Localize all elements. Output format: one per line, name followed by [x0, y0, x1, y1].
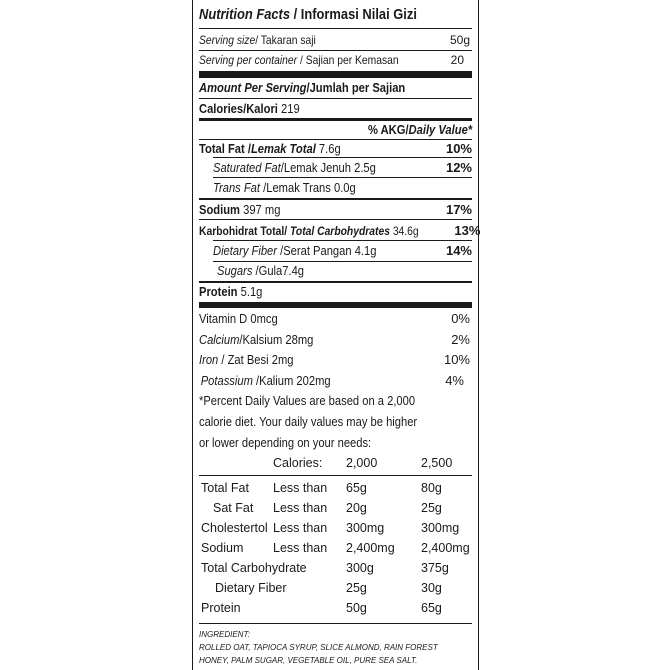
- reference-row-2500: 2,400mg: [421, 541, 470, 555]
- iron-amount: 2mg: [271, 352, 294, 367]
- calories-value: 219: [281, 101, 300, 116]
- saturated-fat-label-en: Saturated Fat: [213, 160, 281, 175]
- total-fat-dv: 10%: [445, 141, 472, 156]
- reference-row-name: Total Fat: [201, 481, 249, 495]
- vitamin-row-iron: [199, 352, 472, 367]
- total-fat-label-id: Lemak Total: [250, 141, 316, 156]
- reference-header-divider: [199, 475, 472, 476]
- total-fat-label-en: Total Fat: [199, 141, 245, 156]
- vitamin-row-vitamin-d: [199, 311, 472, 326]
- reference-row-protein: [199, 601, 472, 619]
- footnote-line-3: [199, 435, 472, 450]
- reference-row-limit: Less than: [273, 501, 328, 515]
- sodium-divider: [199, 219, 472, 220]
- nutrient-row-protein: [199, 284, 472, 299]
- nutrition-label: [192, 0, 479, 670]
- daily-value-header: [199, 122, 472, 137]
- dv-header-id: % AKG/: [367, 122, 409, 137]
- footnote-line-1-text: *Percent Daily Values are based on a 2,000: [199, 393, 416, 408]
- reference-row-2000: 50g: [346, 601, 367, 615]
- protein-label: Protein: [199, 284, 238, 299]
- carbohydrates-dv: 13%: [454, 223, 481, 238]
- nutrient-row-total-fat: [199, 141, 472, 156]
- reference-row-name: Protein: [201, 601, 241, 615]
- servings-per-container-row: [199, 53, 472, 67]
- reference-bottom-divider: [199, 623, 472, 624]
- vitamin-row-potassium: [199, 373, 472, 388]
- nutrient-row-carbohydrates: [199, 223, 481, 238]
- title-indonesian: / Informasi Nilai Gizi: [290, 6, 417, 23]
- reference-calories-2500: 2,500: [421, 456, 453, 470]
- label-title: [199, 6, 472, 23]
- vitamin-d-amount: 0mcg: [250, 311, 278, 326]
- nutrient-row-sugars: [217, 263, 472, 278]
- sugars-amount: 7.4g: [282, 263, 305, 278]
- dietary-fiber-label-en: Dietary Fiber: [213, 243, 278, 258]
- reference-row-limit: Less than: [273, 541, 328, 555]
- dv-header-en: Daily Value*: [408, 122, 472, 137]
- total-fat-divider: [213, 157, 472, 158]
- reference-row-limit: Less than: [273, 521, 328, 535]
- footnote-line-1: [199, 393, 472, 408]
- reference-row-2000: 300mg: [346, 521, 385, 535]
- thick-divider-middle: [199, 302, 472, 308]
- reference-row-sodium: [199, 541, 472, 559]
- reference-row-cholesterol: [199, 521, 472, 539]
- amount-header-en: Amount Per Serving: [199, 80, 307, 95]
- reference-row-total-carbohydrate: [199, 561, 472, 579]
- carbohydrates-divider: [213, 240, 472, 241]
- ingredients-line-1-row: [199, 643, 472, 652]
- title-divider: [199, 28, 472, 29]
- sugars-label-en: Sugars: [217, 263, 253, 278]
- ingredients-line-2-row: [199, 656, 472, 665]
- trans-fat-label-en: Trans Fat: [213, 180, 261, 195]
- iron-label-en: Iron: [199, 352, 219, 367]
- reference-row-2500: 375g: [421, 561, 449, 575]
- dietary-fiber-label-id: /Serat Pangan: [277, 243, 352, 258]
- reference-row-2500: 80g: [421, 481, 442, 495]
- nutrient-row-trans-fat: [213, 180, 472, 195]
- reference-row-2500: 30g: [421, 581, 442, 595]
- reference-row-name: Sodium: [201, 541, 244, 555]
- serving-size-row: [199, 33, 472, 47]
- servings-per-container-label-id: / Sajian per Kemasan: [297, 53, 399, 67]
- total-fat-amount: 7.6g: [318, 141, 341, 156]
- reference-row-2500: 25g: [421, 501, 442, 515]
- saturated-fat-divider: [213, 177, 472, 178]
- amount-divider: [199, 98, 472, 99]
- sugars-label-id: /Gula: [252, 263, 283, 278]
- trans-fat-label-id: /Lemak Trans: [260, 180, 331, 195]
- calcium-dv: 2%: [451, 332, 470, 347]
- potassium-amount: 202mg: [296, 373, 331, 388]
- carbohydrates-label-en: Total Carbohydrates: [287, 224, 390, 238]
- vitamin-d-label: Vitamin D: [199, 311, 248, 326]
- reference-row-2000: 2,400mg: [346, 541, 395, 555]
- reference-row-limit: Less than: [273, 481, 328, 495]
- nutrient-row-dietary-fiber: [213, 243, 472, 258]
- sugars-divider: [199, 281, 472, 283]
- reference-row-total-fat: [199, 481, 472, 499]
- reference-row-dietary-fiber: [199, 581, 472, 599]
- trans-fat-amount: 0.0g: [333, 180, 356, 195]
- footnote-line-2: [199, 414, 472, 429]
- reference-row-name: Sat Fat: [213, 501, 254, 515]
- dietary-fiber-dv: 14%: [445, 243, 472, 258]
- saturated-fat-dv: 12%: [445, 160, 472, 175]
- dv-header-divider: [199, 139, 472, 140]
- servings-per-container-value: 20: [450, 53, 464, 67]
- saturated-fat-label-id: /Lemak Jenuh: [280, 160, 351, 175]
- dietary-fiber-amount: 4.1g: [354, 243, 377, 258]
- serving-size-value: 50g: [449, 33, 470, 47]
- serving-size-label-en: Serving size: [199, 33, 256, 47]
- footnote-line-3-text: or lower depending on your needs:: [199, 435, 372, 450]
- trans-fat-divider: [199, 198, 472, 200]
- ingredients-line-1: ROLLED OAT, TAPIOCA SYRUP, SLICE ALMOND, RAIN FOREST: [199, 643, 438, 652]
- dietary-fiber-divider: [213, 261, 472, 262]
- nutrition-label-content: [199, 0, 481, 670]
- ingredients-label: INGREDIENT:: [199, 630, 250, 639]
- serving-divider: [199, 50, 472, 51]
- protein-amount: 5.1g: [240, 284, 263, 299]
- calcium-label-en: Calcium: [199, 332, 240, 347]
- amount-header-id: /Jumlah per Sajian: [306, 80, 406, 95]
- reference-row-2500: 65g: [421, 601, 442, 615]
- thick-divider-top: [199, 71, 472, 78]
- nutrient-row-sodium: [199, 202, 472, 217]
- nutrient-row-saturated-fat: [213, 160, 472, 175]
- reference-row-2000: 25g: [346, 581, 367, 595]
- potassium-label-id: /Kalium: [252, 373, 294, 388]
- footnote-line-2-text: calorie diet. Your daily values may be higher: [199, 414, 418, 429]
- potassium-dv: 4%: [445, 373, 464, 388]
- calories-row: [199, 101, 472, 116]
- iron-label-id: / Zat Besi: [218, 352, 269, 367]
- servings-per-container-label-en: Serving per container: [199, 53, 298, 67]
- saturated-fat-amount: 2.5g: [354, 160, 376, 175]
- total-fat-separator: /: [244, 141, 251, 156]
- amount-per-serving-header: [199, 80, 472, 95]
- calories-divider: [199, 118, 472, 121]
- reference-calories-2000: 2,000: [346, 456, 378, 470]
- reference-row-sat-fat: [199, 501, 472, 519]
- reference-row-name: Dietary Fiber: [215, 581, 287, 595]
- serving-size-label-id: / Takaran saji: [255, 33, 316, 47]
- carbohydrates-amount: 34.6g: [392, 224, 419, 238]
- ingredients-label-row: [199, 630, 472, 639]
- reference-calories-label: Calories:: [273, 456, 323, 470]
- vitamin-d-dv: 0%: [451, 311, 470, 326]
- vitamin-row-calcium: [199, 332, 472, 347]
- calcium-amount: 28mg: [285, 332, 314, 347]
- calcium-label-id: /Kalsium: [239, 332, 283, 347]
- sodium-amount: 397 mg: [243, 202, 281, 217]
- ingredients-line-2: HONEY, PALM SUGAR, VEGETABLE OIL, PURE SEA SALT.: [199, 656, 418, 665]
- carbohydrates-label-id: Karbohidrat Total/: [199, 224, 288, 238]
- sodium-dv: 17%: [445, 202, 472, 217]
- reference-row-name: Cholestertol: [201, 521, 268, 535]
- calories-label: Calories/Kalori: [199, 101, 278, 116]
- sodium-label: Sodium: [199, 202, 240, 217]
- reference-row-2000: 65g: [346, 481, 367, 495]
- title-english: Nutrition Facts: [199, 6, 291, 23]
- iron-dv: 10%: [443, 352, 470, 367]
- potassium-label-en: Potassium: [200, 373, 253, 388]
- reference-row-2000: 300g: [346, 561, 374, 575]
- reference-row-2500: 300mg: [421, 521, 460, 535]
- reference-row-2000: 20g: [346, 501, 367, 515]
- reference-row-name: Total Carbohydrate: [201, 561, 307, 575]
